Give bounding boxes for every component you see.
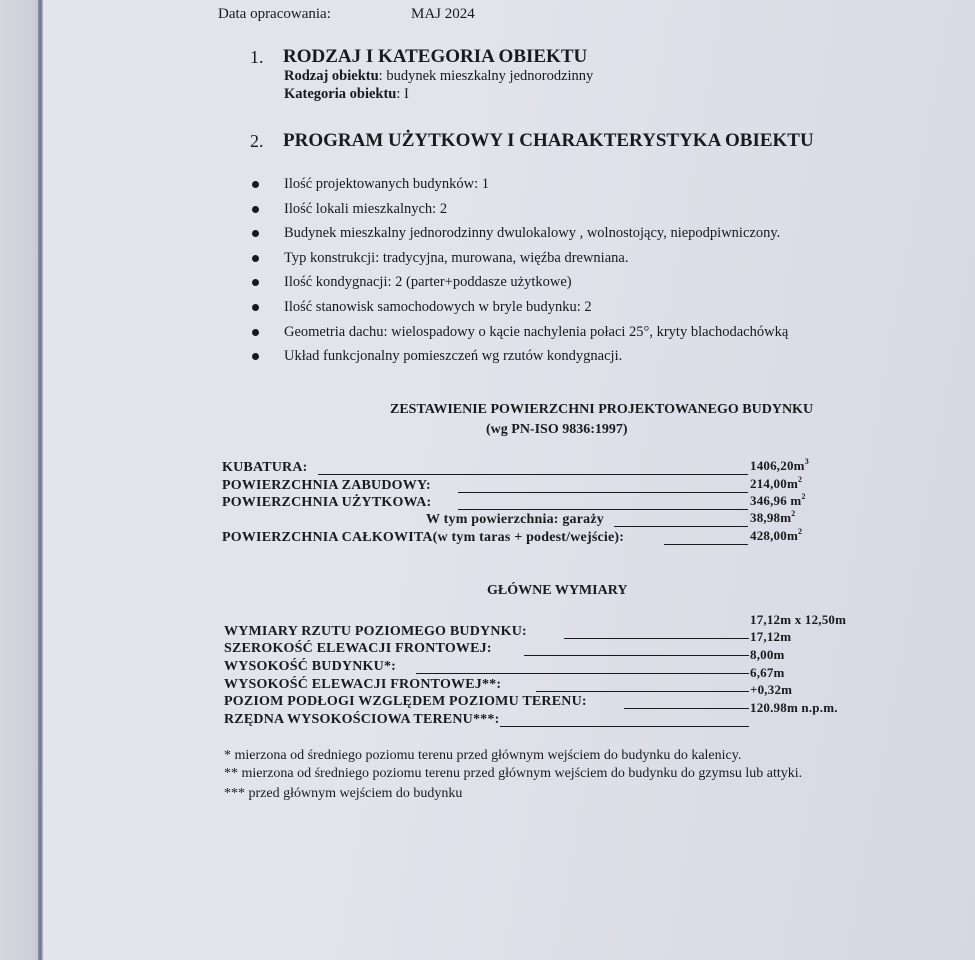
date-label: Data opracowania: bbox=[218, 6, 331, 22]
leader-line bbox=[624, 708, 749, 709]
list-item-text: Budynek mieszkalny jednorodzinny dwulokalowy , wolnostojący, niepodpiwniczony. bbox=[284, 225, 781, 242]
leader-line bbox=[416, 673, 749, 674]
area-summary-title: ZESTAWIENIE POWIERZCHNI PROJEKTOWANEGO BUDYNKU bbox=[390, 402, 814, 417]
list-item-text: Typ konstrukcji: tradycyjna, murowana, więźba drewniana. bbox=[284, 249, 629, 266]
leader-line bbox=[500, 726, 749, 727]
section-2-title: PROGRAM UŻYTKOWY I CHARAKTERYSTYKA OBIEKTU bbox=[283, 130, 814, 151]
row-label: WYSOKOŚĆ BUDYNKU*: bbox=[224, 659, 397, 674]
object-type-line bbox=[284, 68, 593, 85]
object-type-label: Rodzaj obiektu bbox=[284, 68, 379, 84]
leader-line bbox=[664, 544, 748, 545]
footnote-1: * mierzona od średniego poziomu terenu przed głównym wejściem do budynku do kalenicy. bbox=[224, 748, 742, 763]
row-label: POWIERZCHNIA CAŁKOWITA(w tym taras + podest/wejście): bbox=[222, 530, 625, 545]
object-category-value: : I bbox=[396, 86, 409, 102]
row-label: SZEROKOŚĆ ELEWACJI FRONTOWEJ: bbox=[224, 641, 492, 656]
list-item-text: Ilość stanowisk samochodowych w bryle budynku: 2 bbox=[284, 298, 592, 315]
row-value: 120.98m n.p.m. bbox=[750, 700, 838, 715]
bullet-icon bbox=[252, 329, 259, 336]
leader-line bbox=[458, 492, 748, 493]
bullet-icon bbox=[252, 304, 259, 311]
bullet-icon bbox=[252, 255, 259, 262]
row-label: POZIOM PODŁOGI WZGLĘDEM POZIOMU TERENU: bbox=[224, 694, 587, 709]
list-item-text: Ilość projektowanych budynków: 1 bbox=[284, 176, 489, 192]
row-value: 8,00m bbox=[750, 647, 785, 662]
row-value: $38,98m^2$ bbox=[750, 509, 796, 525]
leader-line bbox=[564, 638, 749, 639]
date-value: MAJ 2024 bbox=[411, 6, 475, 22]
main-dimensions-title: GŁÓWNE WYMIARY bbox=[487, 583, 628, 598]
object-category-label: Kategoria obiektu bbox=[284, 86, 397, 102]
row-label: POWIERZCHNIA UŻYTKOWA: bbox=[222, 495, 432, 510]
section-1-number: 1. bbox=[250, 47, 264, 67]
row-value: 346,96 $m^2$ bbox=[750, 492, 806, 508]
list-item-text: Układ funkcjonalny pomieszczeń wg rzutów kondygnacji. bbox=[284, 348, 623, 365]
row-value: $1406,20m^3$ bbox=[750, 457, 809, 473]
row-label: KUBATURA: bbox=[222, 460, 308, 475]
leader-line bbox=[524, 655, 749, 656]
row-label: WYSOKOŚĆ ELEWACJI FRONTOWEJ**: bbox=[224, 677, 502, 692]
object-category-line bbox=[284, 86, 409, 103]
bullet-icon bbox=[252, 181, 259, 188]
row-value: 6,67m bbox=[750, 665, 785, 680]
row-value: 17,12m x 12,50m bbox=[750, 612, 847, 627]
leader-line bbox=[614, 526, 748, 527]
leader-line bbox=[318, 474, 748, 475]
footnote-2: ** mierzona od średniego poziomu terenu przed głównym wejściem do budynku do gzymsu lub attyki. bbox=[224, 766, 803, 781]
row-label: W tym powierzchnia: garaży bbox=[426, 512, 604, 527]
leader-line bbox=[536, 691, 749, 692]
leader-line bbox=[458, 509, 748, 510]
section-2-number: 2. bbox=[250, 131, 264, 151]
row-value: $428,00m^2$ bbox=[750, 527, 803, 543]
previous-page-edge bbox=[0, 0, 40, 960]
row-label: RZĘDNA WYSOKOŚCIOWA TERENU***: bbox=[224, 712, 500, 727]
list-item-text: Geometria dachu: wielospadowy o kącie nachylenia połaci 25°, kryty blachodachówką bbox=[284, 323, 789, 340]
row-label: POWIERZCHNIA ZABUDOWY: bbox=[222, 478, 431, 493]
area-summary-standard: (wg PN-ISO 9836:1997) bbox=[486, 422, 628, 437]
row-value: 17,12m bbox=[750, 629, 792, 644]
row-value: +0,32m bbox=[750, 682, 793, 697]
footnote-3: *** przed głównym wejściem do budynku bbox=[224, 786, 463, 801]
section-1-title: RODZAJ I KATEGORIA OBIEKTU bbox=[283, 46, 588, 67]
row-value: $214,00m^2$ bbox=[750, 475, 803, 491]
object-type-value: : budynek mieszkalny jednorodzinny bbox=[378, 68, 594, 84]
list-item-text: Ilość lokali mieszkalnych: 2 bbox=[284, 200, 448, 217]
bullet-icon bbox=[252, 206, 259, 213]
list-item-text: Ilość kondygnacji: 2 (parter+poddasze użytkowe) bbox=[284, 274, 572, 291]
row-label: WYMIARY RZUTU POZIOMEGO BUDYNKU: bbox=[224, 624, 527, 639]
